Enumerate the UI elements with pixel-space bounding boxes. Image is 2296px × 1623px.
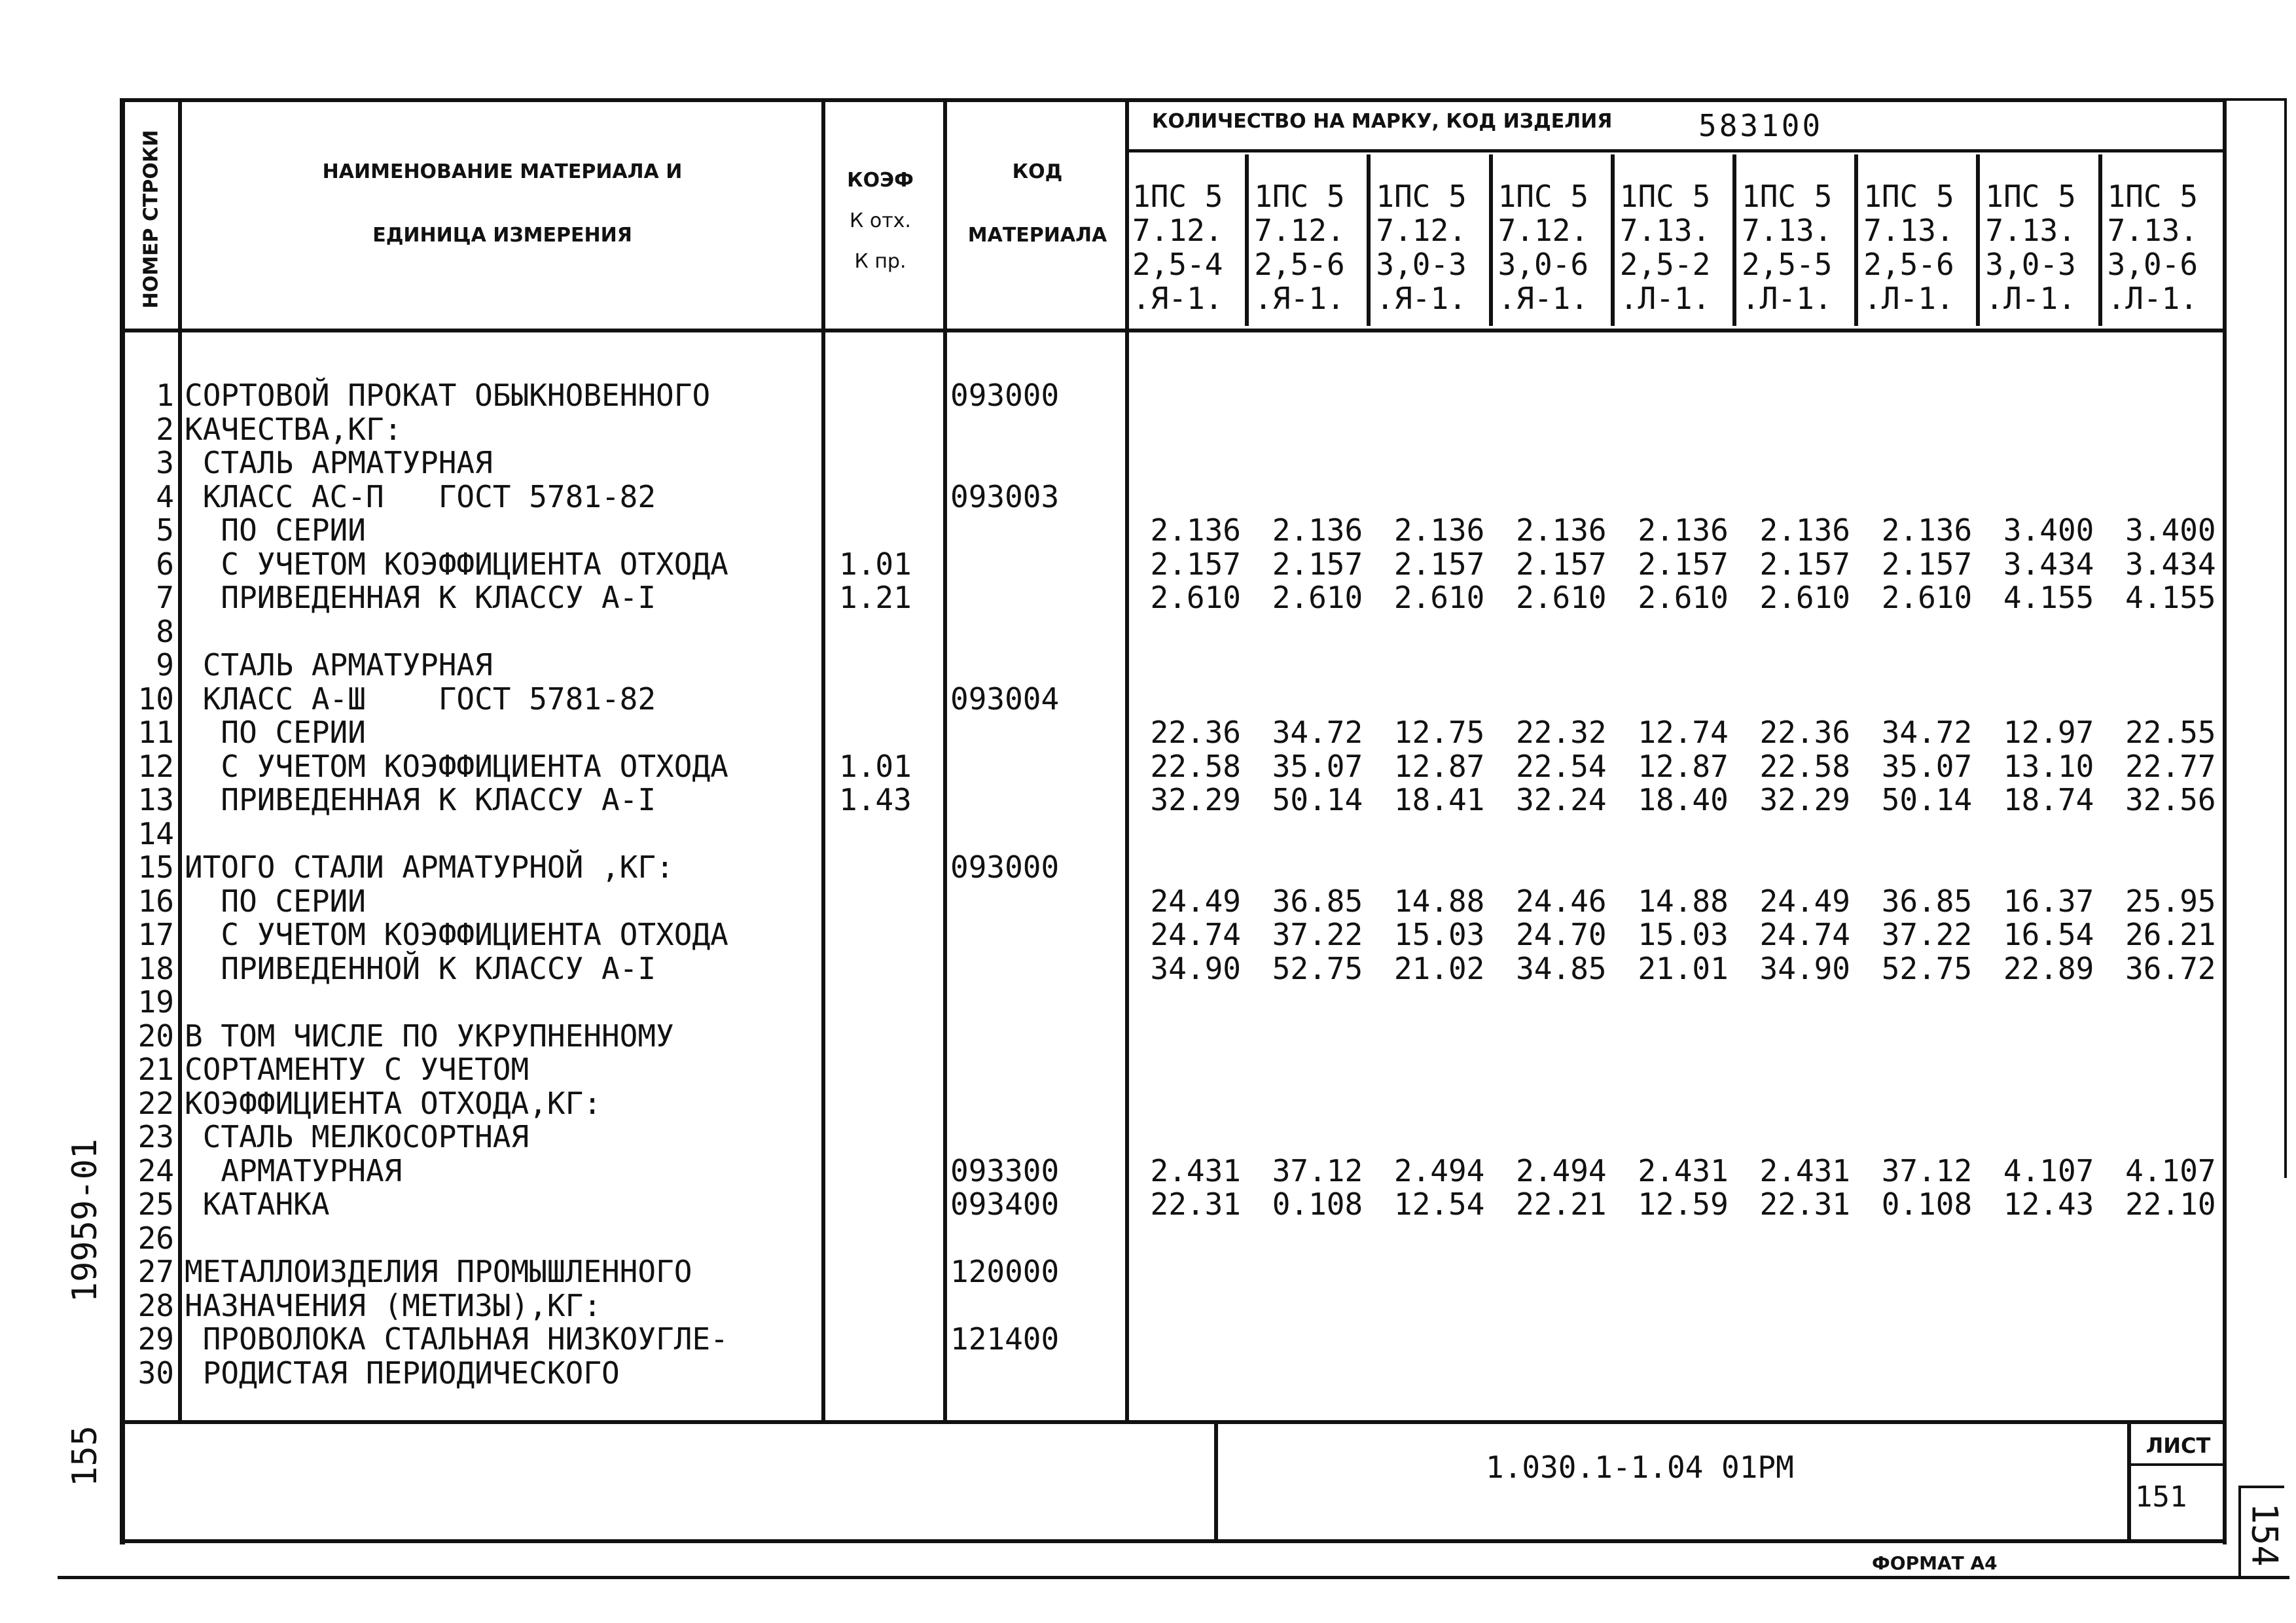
- quantity-value: 22.55: [2125, 715, 2216, 750]
- frame-top-line: [120, 98, 2227, 102]
- quantity-value: 2.610: [1759, 580, 1850, 615]
- quantity-value: 15.03: [1393, 917, 1485, 952]
- product-code: 583100: [1698, 108, 1823, 143]
- material-name: АРМАТУРНАЯ: [185, 1152, 403, 1188]
- quantity-value: 2.610: [1638, 580, 1729, 615]
- coefficient: 1.01: [839, 546, 912, 582]
- format-label: ФОРМАТ А4: [1872, 1552, 1998, 1574]
- mark-column-header: [1130, 154, 1249, 326]
- mark-line: 7.13.: [1742, 213, 1833, 248]
- quantity-value: 12.54: [1393, 1186, 1485, 1222]
- quantity-value: 21.01: [1638, 950, 1729, 986]
- quantity-value: 2.136: [1516, 512, 1607, 548]
- row-number: 30: [137, 1355, 174, 1391]
- material-name: С УЧЕТОМ КОЭФФИЦИЕНТА ОТХОДА: [185, 546, 728, 582]
- mark-line: 1ПС 5: [1254, 179, 1345, 214]
- outer-right-stub: [2238, 1486, 2284, 1488]
- quantity-value: 36.85: [1881, 883, 1973, 919]
- code-header: КОД МАТЕРИАЛА: [967, 160, 1107, 247]
- material-name: СОРТОВОЙ ПРОКАТ ОБЫКНОВЕННОГО: [185, 378, 711, 413]
- row-number: 1: [156, 378, 174, 413]
- col-sep-name: [821, 98, 825, 1423]
- quantity-value: 3.400: [2003, 512, 2094, 548]
- material-code: 120000: [950, 1254, 1060, 1289]
- mark-line: 3,0-3: [1376, 247, 1467, 282]
- quantity-value: 52.75: [1272, 950, 1363, 986]
- quantity-value: 21.02: [1393, 950, 1485, 986]
- quantity-value: 13.10: [2003, 748, 2094, 784]
- quantity-header-line: [1125, 149, 2227, 152]
- material-name: СТАЛЬ МЕЛКОСОРТНАЯ: [185, 1119, 529, 1154]
- quantity-value: 2.431: [1150, 1152, 1241, 1188]
- header-bottom-line: [120, 329, 2227, 332]
- row-number: 12: [137, 748, 174, 784]
- quantity-value: 2.610: [1150, 580, 1241, 615]
- quantity-value: 4.107: [2125, 1152, 2216, 1188]
- material-code: 093300: [950, 1152, 1060, 1188]
- coefficient: 1.01: [839, 748, 912, 784]
- mark-line: 1ПС 5: [1498, 179, 1589, 214]
- material-name: ИТОГО СТАЛИ АРМАТУРНОЙ ,КГ:: [185, 849, 674, 885]
- quantity-value: 22.36: [1759, 715, 1850, 750]
- mark-column-header: [1496, 154, 1615, 326]
- quantity-value: 2.157: [1516, 546, 1607, 582]
- row-number: 9: [156, 647, 174, 683]
- row-number: 25: [137, 1186, 174, 1222]
- quantity-value: 12.87: [1393, 748, 1485, 784]
- material-name: ПРИВЕДЕННОЙ К КЛАССУ А-I: [185, 950, 656, 986]
- row-number: 18: [137, 950, 174, 986]
- quantity-value: 22.89: [2003, 950, 2094, 986]
- quantity-value: 12.75: [1393, 715, 1485, 750]
- sheet-label: ЛИСТ: [2145, 1433, 2211, 1458]
- mark-line: .Я-1.: [1498, 281, 1589, 316]
- quantity-value: 12.87: [1638, 748, 1729, 784]
- quantity-value: 34.90: [1759, 950, 1850, 986]
- row-number: 4: [156, 478, 174, 514]
- quantity-value: 4.155: [2003, 580, 2094, 615]
- side-page-left: 155: [65, 1425, 105, 1487]
- mark-column-header: [1617, 154, 1736, 326]
- row-number: 19: [137, 984, 174, 1020]
- mark-line: 7.13.: [1619, 213, 1711, 248]
- quantity-value: 22.58: [1150, 748, 1241, 784]
- side-code: 19959-01: [65, 1138, 105, 1303]
- row-number: 3: [156, 445, 174, 480]
- quantity-value: 22.31: [1150, 1186, 1241, 1222]
- quantity-value: 0.108: [1881, 1186, 1973, 1222]
- row-number: 14: [137, 815, 174, 851]
- mark-column-header: [2105, 154, 2220, 326]
- stamp-bottom-line: [120, 1539, 2227, 1543]
- page-bottom-rule: [58, 1576, 2289, 1579]
- mark-column-header: [1251, 154, 1371, 326]
- material-name: В ТОМ ЧИСЛЕ ПО УКРУПНЕННОМУ: [185, 1018, 674, 1054]
- material-code: 121400: [950, 1321, 1060, 1357]
- quantity-header: КОЛИЧЕСТВО НА МАРКУ, КОД ИЗДЕЛИЯ: [1152, 110, 1613, 133]
- quantity-value: 25.95: [2125, 883, 2216, 919]
- material-name: ПО СЕРИИ: [185, 715, 366, 750]
- row-number: 7: [156, 580, 174, 615]
- row-number: 13: [137, 782, 174, 817]
- material-name: КЛАСС А-Ш ГОСТ 5781-82: [185, 681, 656, 717]
- stamp-separator: [1214, 1420, 1218, 1543]
- quantity-value: 3.434: [2003, 546, 2094, 582]
- mark-line: 1ПС 5: [1132, 179, 1223, 214]
- quantity-value: 35.07: [1881, 748, 1973, 784]
- mark-line: .Я-1.: [1254, 281, 1345, 316]
- quantity-value: 2.157: [1272, 546, 1363, 582]
- quantity-value: 2.610: [1393, 580, 1485, 615]
- quantity-value: 32.29: [1759, 782, 1850, 817]
- quantity-value: 22.32: [1516, 715, 1607, 750]
- quantity-value: 3.434: [2125, 546, 2216, 582]
- row-number: 15: [137, 849, 174, 885]
- quantity-value: 24.74: [1759, 917, 1850, 952]
- mark-column-header: [1373, 154, 1492, 326]
- quantity-value: 22.31: [1759, 1186, 1850, 1222]
- quantity-value: 34.72: [1881, 715, 1973, 750]
- mark-line: 2,5-2: [1619, 247, 1711, 282]
- quantity-value: 2.610: [1272, 580, 1363, 615]
- mark-line: 3,0-6: [2107, 247, 2198, 282]
- quantity-value: 22.77: [2125, 748, 2216, 784]
- mark-line: 7.12.: [1376, 213, 1467, 248]
- mark-line: 7.13.: [1985, 213, 2076, 248]
- material-code: 093003: [950, 478, 1060, 514]
- quantity-value: 2.136: [1150, 512, 1241, 548]
- mark-line: 7.12.: [1132, 213, 1223, 248]
- mark-line: 1ПС 5: [1985, 179, 2076, 214]
- mark-line: 3,0-3: [1985, 247, 2076, 282]
- quantity-value: 2.157: [1150, 546, 1241, 582]
- mark-line: 7.12.: [1498, 213, 1589, 248]
- quantity-value: 15.03: [1638, 917, 1729, 952]
- material-name: МЕТАЛЛОИЗДЕЛИЯ ПРОМЫШЛЕННОГО: [185, 1254, 692, 1289]
- row-number: 10: [137, 681, 174, 717]
- row-number: 24: [137, 1152, 174, 1188]
- material-name-header: НАИМЕНОВАНИЕ МАТЕРИАЛА И ЕДИНИЦА ИЗМЕРЕНИЯ: [322, 160, 683, 247]
- material-name: СТАЛЬ АРМАТУРНАЯ: [185, 647, 493, 683]
- quantity-value: 18.74: [2003, 782, 2094, 817]
- mark-line: 2,5-6: [1254, 247, 1345, 282]
- quantity-value: 50.14: [1272, 782, 1363, 817]
- quantity-value: 24.70: [1516, 917, 1607, 952]
- document-code: 1.030.1-1.04 01РМ: [1486, 1450, 1794, 1485]
- row-number: 2: [156, 411, 174, 447]
- material-name: ПРИВЕДЕННАЯ К КЛАССУ А-I: [185, 782, 656, 817]
- quantity-value: 37.22: [1881, 917, 1973, 952]
- quantity-value: 2.136: [1881, 512, 1973, 548]
- material-code: 093000: [950, 849, 1060, 885]
- mark-line: 7.12.: [1254, 213, 1345, 248]
- material-code: 093400: [950, 1186, 1060, 1222]
- material-name: КАТАНКА: [185, 1186, 330, 1222]
- quantity-value: 14.88: [1393, 883, 1485, 919]
- mark-line: 3,0-6: [1498, 247, 1589, 282]
- material-code: 093004: [950, 681, 1060, 717]
- mark-line: .Л-1.: [1742, 281, 1833, 316]
- quantity-value: 24.49: [1150, 883, 1241, 919]
- material-name: КАЧЕСТВА,КГ:: [185, 411, 403, 447]
- quantity-value: 2.494: [1393, 1152, 1485, 1188]
- quantity-value: 4.107: [2003, 1152, 2094, 1188]
- row-number: 26: [137, 1220, 174, 1256]
- material-name: СТАЛЬ АРМАТУРНАЯ: [185, 445, 493, 480]
- quantity-value: 2.136: [1638, 512, 1729, 548]
- quantity-value: 2.136: [1272, 512, 1363, 548]
- quantity-value: 4.155: [2125, 580, 2216, 615]
- table-bottom-line: [120, 1420, 2227, 1424]
- quantity-value: 2.610: [1881, 580, 1973, 615]
- quantity-value: 2.610: [1516, 580, 1607, 615]
- mark-line: 1ПС 5: [1863, 179, 1954, 214]
- coefficient: 1.43: [839, 782, 912, 817]
- material-name: ПО СЕРИИ: [185, 512, 366, 548]
- outer-top-line: [2223, 98, 2287, 101]
- mark-line: 7.13.: [2107, 213, 2198, 248]
- quantity-value: 32.29: [1150, 782, 1241, 817]
- material-name: ПО СЕРИИ: [185, 883, 366, 919]
- quantity-value: 2.431: [1638, 1152, 1729, 1188]
- mark-line: .Л-1.: [2107, 281, 2198, 316]
- row-number: 17: [137, 917, 174, 952]
- quantity-value: 22.54: [1516, 748, 1607, 784]
- material-name: ПРИВЕДЕННАЯ К КЛАССУ А-I: [185, 580, 656, 615]
- col-sep-number: [178, 98, 182, 1423]
- quantity-value: 12.43: [2003, 1186, 2094, 1222]
- row-number: 22: [137, 1085, 174, 1121]
- quantity-value: 14.88: [1638, 883, 1729, 919]
- material-name: НАЗНАЧЕНИЯ (МЕТИЗЫ),КГ:: [185, 1287, 601, 1323]
- mark-column-header: [1861, 154, 1980, 326]
- mark-line: 1ПС 5: [1742, 179, 1833, 214]
- row-number: 27: [137, 1254, 174, 1289]
- coefficient: 1.21: [839, 580, 912, 615]
- mark-line: 2,5-5: [1742, 247, 1833, 282]
- material-name: С УЧЕТОМ КОЭФФИЦИЕНТА ОТХОДА: [185, 748, 728, 784]
- sheet-box-left: [2127, 1420, 2131, 1543]
- material-name: КЛАСС АС-П ГОСТ 5781-82: [185, 478, 656, 514]
- mark-line: .Я-1.: [1132, 281, 1223, 316]
- mark-column-header: [1739, 154, 1858, 326]
- quantity-value: 32.24: [1516, 782, 1607, 817]
- quantity-value: 0.108: [1272, 1186, 1363, 1222]
- quantity-value: 52.75: [1881, 950, 1973, 986]
- col-sep-coef: [943, 98, 947, 1423]
- quantity-value: 2.157: [1881, 546, 1973, 582]
- quantity-value: 2.157: [1638, 546, 1729, 582]
- mark-column-header: [1982, 154, 2102, 326]
- quantity-value: 18.41: [1393, 782, 1485, 817]
- outer-right-line: [2284, 98, 2287, 1178]
- col-sep-code: [1125, 98, 1129, 1423]
- quantity-value: 34.72: [1272, 715, 1363, 750]
- quantity-value: 16.54: [2003, 917, 2094, 952]
- quantity-value: 37.12: [1881, 1152, 1973, 1188]
- mark-line: .Л-1.: [1985, 281, 2076, 316]
- quantity-value: 2.157: [1759, 546, 1850, 582]
- material-name: РОДИСТАЯ ПЕРИОДИЧЕСКОГО: [185, 1355, 620, 1391]
- material-name: СОРТАМЕНТУ С УЧЕТОМ: [185, 1052, 529, 1087]
- row-number: 11: [137, 715, 174, 750]
- quantity-value: 34.90: [1150, 950, 1241, 986]
- quantity-value: 34.85: [1516, 950, 1607, 986]
- quantity-value: 2.431: [1759, 1152, 1850, 1188]
- sheet-number: 151: [2135, 1480, 2187, 1514]
- mark-line: 1ПС 5: [2107, 179, 2198, 214]
- mark-line: .Я-1.: [1376, 281, 1467, 316]
- quantity-value: 16.37: [2003, 883, 2094, 919]
- quantity-value: 50.14: [1881, 782, 1973, 817]
- mark-line: 7.13.: [1863, 213, 1954, 248]
- row-number: 29: [137, 1321, 174, 1357]
- quantity-value: 26.21: [2125, 917, 2216, 952]
- quantity-value: 2.494: [1516, 1152, 1607, 1188]
- quantity-value: 22.21: [1516, 1186, 1607, 1222]
- quantity-value: 24.49: [1759, 883, 1850, 919]
- quantity-value: 22.10: [2125, 1186, 2216, 1222]
- quantity-value: 36.85: [1272, 883, 1363, 919]
- sheet-box-mid: [2127, 1463, 2227, 1466]
- quantity-value: 12.59: [1638, 1186, 1729, 1222]
- mark-line: .Л-1.: [1863, 281, 1954, 316]
- coef-header: КОЭФ К отх. К пр.: [847, 169, 914, 273]
- quantity-value: 37.12: [1272, 1152, 1363, 1188]
- row-number: 28: [137, 1287, 174, 1323]
- row-number: 6: [156, 546, 174, 582]
- quantity-value: 12.97: [2003, 715, 2094, 750]
- quantity-value: 37.22: [1272, 917, 1363, 952]
- quantity-value: 12.74: [1638, 715, 1729, 750]
- row-number: 21: [137, 1052, 174, 1087]
- row-number-label: НОМЕР СТРОКИ: [139, 130, 163, 309]
- mark-line: 1ПС 5: [1376, 179, 1467, 214]
- material-code: 093000: [950, 378, 1060, 413]
- row-number: 5: [156, 512, 174, 548]
- frame-right-line: [2223, 98, 2227, 1544]
- row-number: 16: [137, 883, 174, 919]
- quantity-value: 24.74: [1150, 917, 1241, 952]
- row-number: 8: [156, 613, 174, 649]
- material-name: ПРОВОЛОКА СТАЛЬНАЯ НИЗКОУГЛЕ-: [185, 1321, 728, 1357]
- quantity-value: 32.56: [2125, 782, 2216, 817]
- mark-line: .Л-1.: [1619, 281, 1711, 316]
- quantity-value: 2.136: [1393, 512, 1485, 548]
- row-number: 23: [137, 1119, 174, 1154]
- side-page-right: 154: [2244, 1503, 2286, 1567]
- material-name: КОЭФФИЦИЕНТА ОТХОДА,КГ:: [185, 1085, 601, 1121]
- quantity-value: 22.36: [1150, 715, 1241, 750]
- quantity-value: 35.07: [1272, 748, 1363, 784]
- mark-line: 1ПС 5: [1619, 179, 1711, 214]
- quantity-value: 2.136: [1759, 512, 1850, 548]
- mark-line: 2,5-6: [1863, 247, 1954, 282]
- quantity-value: 22.58: [1759, 748, 1850, 784]
- material-name: С УЧЕТОМ КОЭФФИЦИЕНТА ОТХОДА: [185, 917, 728, 952]
- quantity-value: 36.72: [2125, 950, 2216, 986]
- mark-line: 2,5-4: [1132, 247, 1223, 282]
- quantity-value: 2.157: [1393, 546, 1485, 582]
- quantity-value: 3.400: [2125, 512, 2216, 548]
- quantity-value: 18.40: [1638, 782, 1729, 817]
- row-number: 20: [137, 1018, 174, 1054]
- quantity-value: 24.46: [1516, 883, 1607, 919]
